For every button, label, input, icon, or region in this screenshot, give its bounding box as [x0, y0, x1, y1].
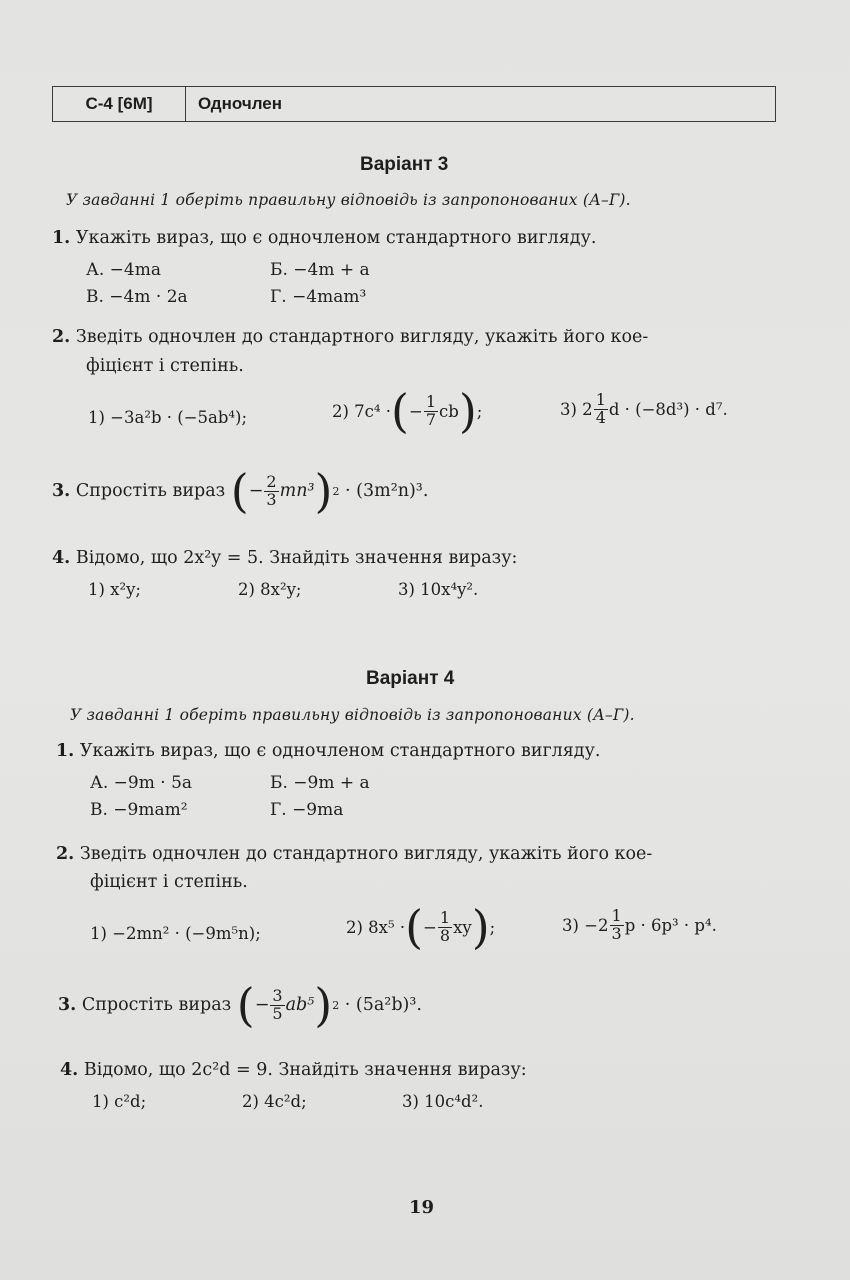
- left-paren: (: [236, 978, 255, 1032]
- expr-prefix: 3) 2: [560, 399, 593, 419]
- left-paren: (: [405, 900, 424, 954]
- v4-q2-item-1: 1) −2mn² · (−9m⁵n);: [90, 924, 261, 943]
- v4-question-3: [58, 978, 422, 1032]
- section-header: [52, 86, 776, 122]
- expr-suffix: ;: [476, 401, 483, 421]
- numerator: 1: [595, 390, 606, 409]
- left-paren: (: [230, 464, 249, 518]
- right-paren: ): [458, 384, 477, 438]
- question-text: Укажіть вираз, що є одночленом стандартного вигляду.: [75, 228, 597, 248]
- expr-prefix: 2) 7c⁴ ·: [332, 401, 392, 421]
- minus-sign: −: [408, 401, 423, 421]
- v3-q4-item-3: 3) 10x⁴y².: [398, 580, 479, 599]
- question-number: 2.: [56, 844, 75, 864]
- fraction: [594, 392, 608, 427]
- v3-q2-item-1: 1) −3a²b · (−5ab⁴);: [88, 408, 248, 427]
- v4-option-c: В. −9mam²: [90, 800, 188, 820]
- v3-option-b: Б. −4m + a: [270, 260, 370, 280]
- v4-question-2-line-2: фіцієнт і степінь.: [90, 872, 248, 892]
- v3-question-1: [52, 228, 596, 248]
- minus-sign: −: [423, 917, 437, 937]
- v4-question-4: [60, 1060, 527, 1080]
- v3-q2-item-2: [332, 384, 483, 438]
- question-text: Відомо, що 2c²d = 9. Знайдіть значення виразу:: [83, 1060, 527, 1080]
- v3-option-d: Г. −4mam³: [270, 287, 367, 307]
- fraction: [270, 985, 284, 1023]
- v4-q4-item-2: 2) 4c²d;: [242, 1092, 307, 1111]
- right-paren: ): [471, 900, 490, 954]
- v4-q4-item-3: 3) 10c⁴d².: [402, 1092, 484, 1111]
- denominator: 8: [439, 925, 451, 945]
- question-number: 4.: [52, 548, 71, 568]
- fraction: [264, 471, 278, 509]
- expr-suffix: p · 6p³ · p⁴.: [624, 915, 717, 935]
- question-number: 4.: [60, 1060, 79, 1080]
- numerator: 2: [266, 471, 277, 491]
- denominator: 7: [425, 409, 436, 429]
- question-number: 3.: [52, 481, 71, 501]
- question-number: 2.: [52, 327, 71, 347]
- question-text: Відомо, що 2x²y = 5. Знайдіть значення виразу:: [75, 548, 518, 568]
- v4-question-2: [56, 844, 652, 864]
- v4-question-1: [56, 741, 600, 761]
- variant-4-title: Варіант 4: [366, 668, 455, 689]
- numerator: 3: [272, 985, 283, 1005]
- variables: cb: [439, 401, 459, 421]
- exponent: 2: [332, 998, 340, 1012]
- question-text-line-1: Зведіть одночлен до стандартного вигляду, укажіть його кое-: [75, 327, 649, 347]
- fraction: [424, 391, 438, 429]
- fraction: [610, 908, 624, 943]
- section-code: С-4 [6М]: [53, 87, 186, 121]
- question-text-line-1: Зведіть одночлен до стандартного вигляду, укажіть його кое-: [79, 844, 653, 864]
- denominator: 5: [272, 1003, 283, 1023]
- v3-q4-item-2: 2) 8x²y;: [238, 580, 302, 599]
- question-number: 1.: [52, 228, 71, 248]
- expr-suffix: · (3m²n)³.: [345, 481, 429, 501]
- v3-option-a: А. −4ma: [86, 260, 161, 280]
- variant-3-instruction: У завданні 1 оберіть правильну відповідь із запропонованих (А–Г).: [66, 191, 631, 209]
- v3-question-3: [52, 464, 429, 518]
- minus-sign: −: [254, 995, 270, 1015]
- denominator: 3: [611, 923, 622, 943]
- expr-suffix: · (5a²b)³.: [344, 995, 422, 1015]
- v4-option-b: Б. −9m + a: [270, 773, 370, 793]
- left-paren: (: [391, 384, 409, 438]
- question-text: Спростіть вираз: [81, 995, 232, 1015]
- variables: ab⁵: [285, 995, 315, 1015]
- v4-option-a: А. −9m · 5a: [90, 773, 193, 793]
- variant-4-instruction: У завданні 1 оберіть правильну відповідь із запропонованих (А–Г).: [70, 706, 635, 724]
- v3-q4-item-1: 1) x²y;: [88, 580, 141, 599]
- section-title: Одночлен: [198, 94, 282, 113]
- numerator: 1: [611, 906, 622, 925]
- numerator: 1: [425, 391, 436, 411]
- question-number: 3.: [58, 995, 77, 1015]
- variables: mn³: [279, 481, 315, 501]
- v4-q4-item-1: 1) c²d;: [92, 1092, 147, 1111]
- question-text: Спростіть вираз: [75, 481, 226, 501]
- expr-suffix: ;: [489, 917, 496, 937]
- exponent: 2: [332, 484, 340, 498]
- page-number: 19: [409, 1197, 435, 1218]
- v3-question-2-line-2: фіцієнт і степінь.: [86, 356, 244, 376]
- expr-prefix: 2) 8x⁵ ·: [346, 917, 406, 937]
- v4-q2-item-2: [346, 900, 496, 954]
- denominator: 3: [266, 489, 277, 509]
- variables: xy: [453, 917, 472, 937]
- numerator: 1: [439, 907, 451, 927]
- v3-option-c: В. −4m · 2a: [86, 287, 188, 307]
- question-number: 1.: [56, 741, 75, 761]
- fraction: [438, 907, 452, 945]
- v3-question-4: [52, 548, 517, 568]
- v4-option-d: Г. −9ma: [270, 800, 344, 820]
- denominator: 4: [595, 407, 606, 427]
- minus-sign: −: [248, 481, 264, 501]
- right-paren: ): [314, 464, 333, 518]
- v3-q2-item-3: [560, 392, 728, 427]
- expr-prefix: 3) −2: [562, 915, 609, 935]
- question-text: Укажіть вираз, що є одночленом стандартного вигляду.: [79, 741, 601, 761]
- variant-3-title: Варіант 3: [360, 154, 449, 175]
- expr-suffix: d · (−8d³) · d⁷.: [608, 399, 728, 419]
- v4-q2-item-3: [562, 908, 717, 943]
- v3-question-2: [52, 327, 648, 347]
- right-paren: ): [314, 978, 333, 1032]
